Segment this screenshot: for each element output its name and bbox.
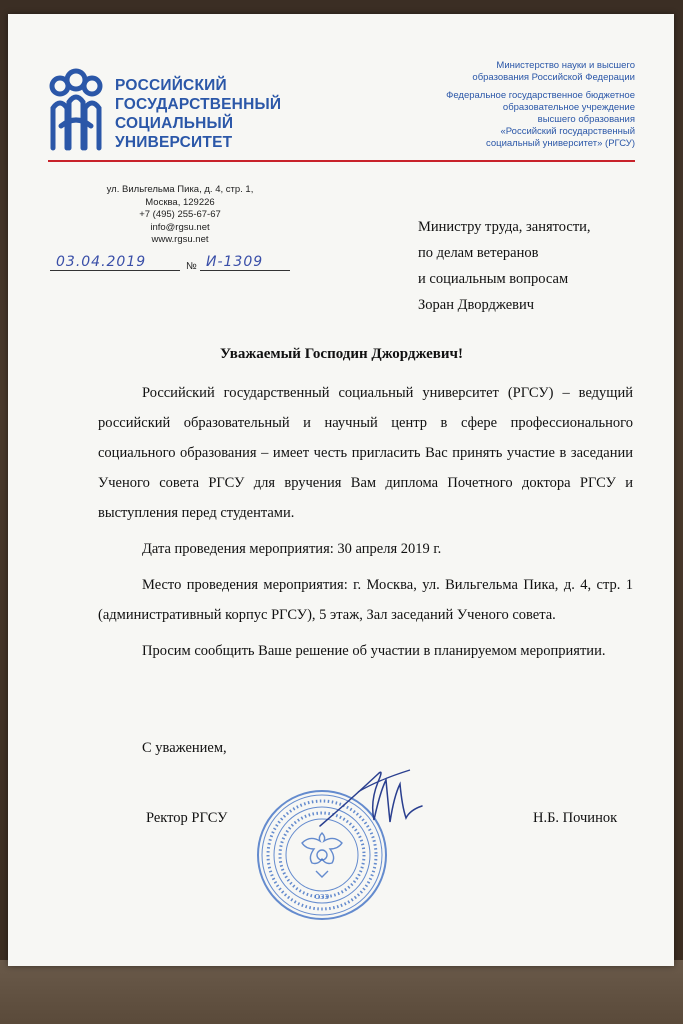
ministry-line: образования Российской Федерации	[472, 72, 635, 83]
letter-greeting: Уважаемый Господин Джорджевич!	[219, 346, 464, 362]
institution-line: Федеральное государственное бюджетное	[446, 90, 635, 101]
university-name	[115, 76, 281, 152]
letter-body	[98, 378, 633, 672]
address-line: Москва, 129226	[145, 196, 215, 208]
ministry-line: Министерство науки и высшего	[496, 60, 635, 71]
ministry-name	[385, 60, 635, 84]
paragraph-request: Просим сообщить Ваше решение об участии в планируемом мероприятии.	[142, 643, 606, 659]
eagle-emblem-icon	[302, 833, 342, 877]
table-surface	[0, 960, 683, 1024]
reference-date: 03.04.2019	[56, 254, 147, 270]
paragraph-invitation: Российский государственный социальный университет (РГСУ) – ведущий российский образовательный и научный центр в сфере профессионального социального образования – имеет честь пригласить Вас принять участие в заседании Ученого совета РГСУ для вручения Вам диплома Почетного доктора РГСУ и выступления перед студентами.	[98, 385, 633, 521]
reference-number: И-1309	[206, 254, 264, 270]
handwritten-signature	[318, 762, 428, 832]
logo-line: УНИВЕРСИТЕТ	[115, 134, 233, 151]
address-email: info@rgsu.net	[150, 221, 210, 233]
recipient-line: Министру труда, занятости,	[418, 219, 591, 235]
organization-block	[385, 60, 635, 150]
number-sign: №	[186, 261, 197, 272]
header-divider	[48, 160, 635, 162]
institution-name	[385, 90, 635, 150]
signatory-name: Н.Б. Починок	[533, 810, 618, 826]
paragraph-venue: Место проведения мероприятия: г. Москва, ул. Вильгельма Пика, д. 4, стр. 1 (административный корпус РГСУ), 5 этаж, Зал заседаний Ученого совета.	[98, 577, 633, 623]
institution-line: образовательное учреждение	[502, 102, 635, 113]
paragraph-date: Дата проведения мероприятия: 30 апреля 2019 г.	[142, 541, 442, 557]
university-logo-icon	[48, 68, 104, 152]
institution-line: социальный университет» (РГСУ)	[486, 138, 635, 149]
date-underline	[50, 270, 180, 271]
address-line: ул. Вильгельма Пика, д. 4, стр. 1,	[106, 184, 254, 195]
address-phone: +7 (495) 255-67-67	[139, 209, 221, 220]
logo-line: РОССИЙСКИЙ	[115, 77, 227, 94]
address-website: www.rgsu.net	[151, 234, 209, 245]
logo-line: ГОСУДАРСТВЕННЫЙ	[115, 96, 282, 113]
institution-line: «Российский государственный	[500, 126, 635, 137]
reference-line	[50, 254, 300, 276]
recipient-block	[418, 214, 591, 318]
sender-address	[80, 184, 280, 247]
recipient-line: по делам ветеранов	[418, 245, 539, 261]
recipient-line: и социальным вопросам	[418, 271, 569, 287]
seal-inner-text: ОЗЭ	[314, 893, 330, 901]
number-underline	[200, 270, 290, 271]
closing-phrase: С уважением,	[142, 740, 227, 756]
logo-line: СОЦИАЛЬНЫЙ	[115, 115, 234, 132]
recipient-name: Зоран Дворджевич	[418, 297, 535, 313]
institution-line: высшего образования	[537, 114, 635, 125]
signatory-position: Ректор РГСУ	[146, 810, 228, 826]
